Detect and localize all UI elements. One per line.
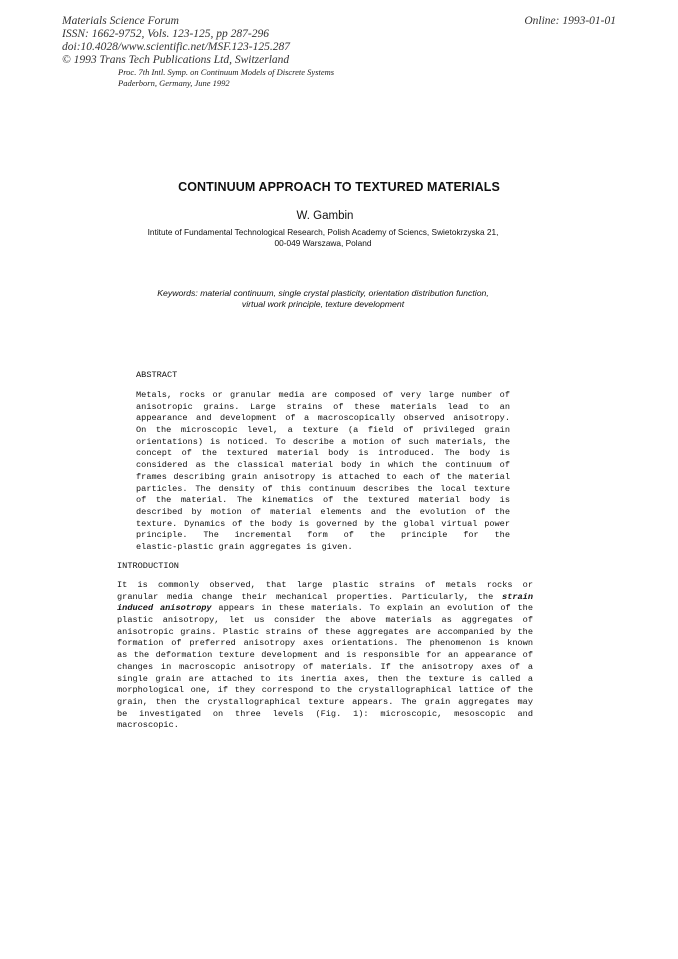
abstract-line: elastic-plastic grain aggregates is given. bbox=[136, 541, 353, 552]
intro-line bbox=[117, 592, 533, 604]
introduction-body bbox=[117, 580, 533, 732]
author-name: W. Gambin bbox=[296, 210, 354, 222]
paper-title: CONTINUUM APPROACH TO TEXTURED MATERIALS bbox=[178, 180, 500, 194]
intro-text: appears in these materials. To explain an evolution of the bbox=[218, 603, 533, 614]
abstract-line: Metals, rocks or granular media are composed of very large number of bbox=[136, 390, 510, 400]
intro-line: anisotropic grains. Plastic strains of these aggregates are accompanied by the bbox=[117, 626, 533, 637]
emphasized-term: induced anisotropy bbox=[117, 603, 212, 614]
intro-line: macroscopic. bbox=[117, 720, 179, 731]
affiliation bbox=[118, 227, 528, 249]
intro-line: be investigated on three levels (Fig. 1): microscopic, mesoscopic and bbox=[117, 708, 533, 719]
emphasized-term: strain bbox=[502, 591, 533, 602]
intro-line: plastic anisotropy, let us consider the above materials as aggregates of bbox=[117, 615, 533, 626]
intro-text: granular media change their mechanical properties. Particularly, the bbox=[117, 591, 494, 602]
abstract-line: frames describing grain anisotropy is attached to each of the material bbox=[136, 471, 510, 482]
abstract-line: principle. The incremental form of the principle for the bbox=[136, 530, 510, 541]
intro-line: single grain are attached to its inertia axes, then the texture is called a bbox=[117, 673, 533, 684]
intro-line: formation of preferred anisotropy axes orientations. The phenomenon is known bbox=[117, 638, 533, 649]
intro-line: changes in macroscopic anisotropy of materials. If the anisotropy axes of a bbox=[117, 661, 533, 672]
abstract-line: orientations) is noticed. To describe a motion of such materials, the bbox=[136, 436, 510, 447]
keywords bbox=[118, 288, 528, 310]
abstract-line: concept of the textured material body is introduced. The body is bbox=[136, 448, 510, 459]
journal-name: Materials Science Forum bbox=[62, 15, 179, 27]
doi-line: doi:10.4028/www.scientific.net/MSF.123-125.287 bbox=[62, 41, 290, 53]
proceedings-line-1: Proc. 7th Intl. Symp. on Continuum Models of Discrete Systems bbox=[118, 67, 335, 77]
abstract-line: particles. The density of this continuum describes the local texture bbox=[136, 483, 510, 494]
issn-line: ISSN: 1662-9752, Vols. 123-125, pp 287-296 bbox=[62, 28, 269, 40]
abstract-line: of the material. The kinematics of the textured material body is bbox=[136, 495, 510, 506]
journal-header bbox=[62, 15, 290, 67]
intro-line: morphological one, if they correspond to the crystallographical lattice of the bbox=[117, 685, 533, 696]
copyright-line: © 1993 Trans Tech Publications Ltd, Switzerland bbox=[62, 54, 290, 66]
abstract-line: considered as the classical material body in which the continuum of bbox=[136, 460, 510, 471]
abstract-line: On the microscopic level, a texture (a field of privileged grain bbox=[136, 425, 510, 436]
abstract-line: described by motion of material elements and the evolution of the bbox=[136, 506, 510, 517]
intro-line bbox=[117, 603, 533, 615]
proceedings-note bbox=[118, 67, 334, 89]
abstract-line: texture. Dynamics of the body is governed by the global virtual power bbox=[136, 518, 510, 529]
online-date: Online: 1993-01-01 bbox=[524, 15, 616, 27]
intro-line: grain, then the crystallographical texture appears. The grain aggregates may bbox=[117, 696, 533, 707]
affiliation-line-2: 00-049 Warszawa, Poland bbox=[274, 238, 372, 248]
abstract-body bbox=[136, 390, 510, 554]
affiliation-line-1: Intitute of Fundamental Technological Research, Polish Academy of Sciencs, Swietokrzyska 21, bbox=[147, 227, 499, 237]
proceedings-line-2: Paderborn, Germany, June 1992 bbox=[118, 78, 230, 88]
abstract-heading: ABSTRACT bbox=[136, 370, 178, 380]
intro-line: It is commonly observed, that large plastic strains of metals rocks or bbox=[117, 580, 533, 590]
abstract-line: anisotropic grains. Large strains of these materials lead to an bbox=[136, 401, 510, 412]
abstract-line: appearance and development of a macroscopically observed anisotropy. bbox=[136, 413, 510, 424]
intro-line: as the deformation texture development and is responsible for an appearance of bbox=[117, 650, 533, 661]
introduction-heading: INTRODUCTION bbox=[117, 561, 179, 571]
keywords-line-2: virtual work principle, texture development bbox=[241, 299, 405, 309]
keywords-line-1: Keywords: material continuum, single crystal plasticity, orientation distribution function, bbox=[157, 288, 489, 298]
